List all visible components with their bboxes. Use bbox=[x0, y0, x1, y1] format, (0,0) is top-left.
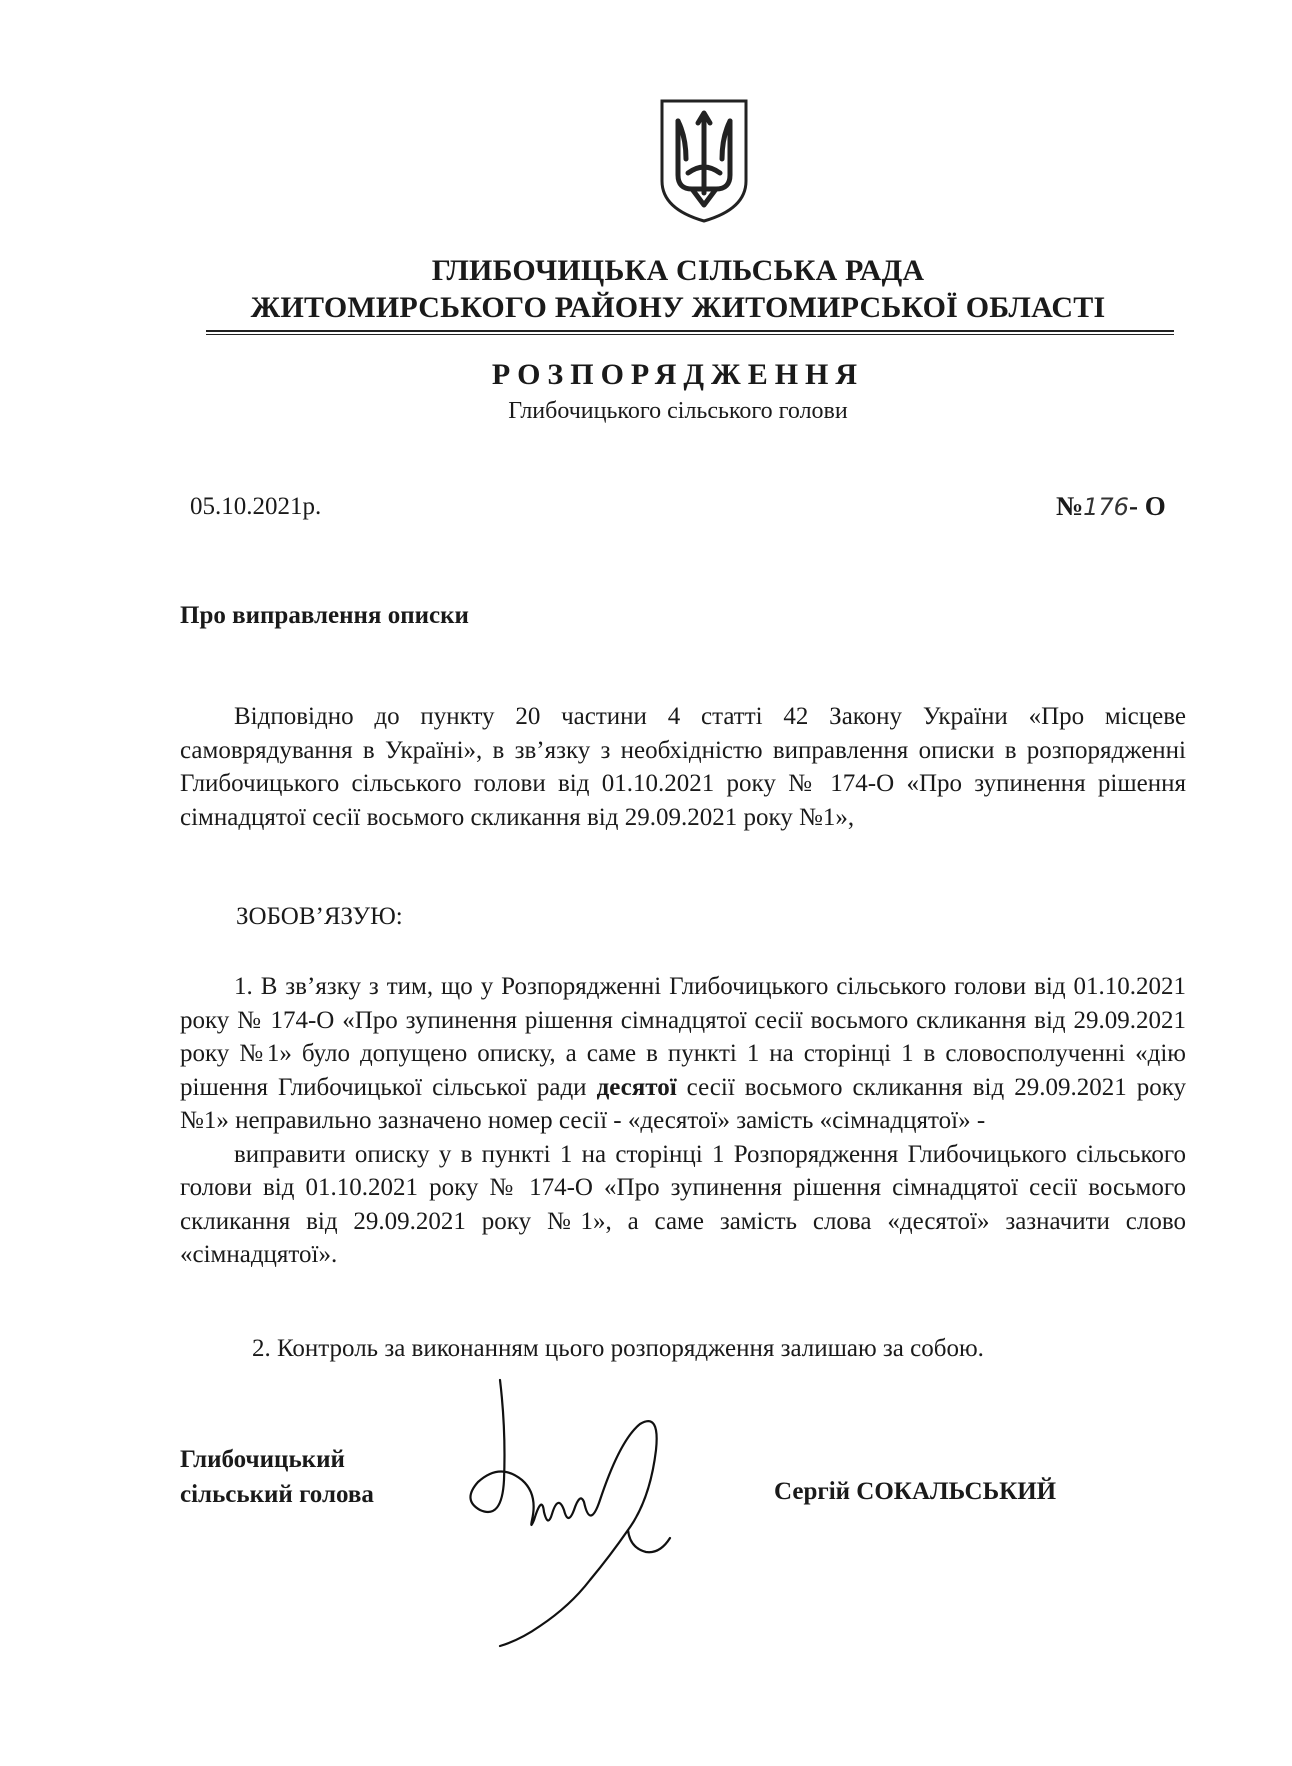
header-divider bbox=[206, 330, 1174, 332]
org-name-line2: ЖИТОМИРСЬКОГО РАЙОНУ ЖИТОМИРСЬКОЇ ОБЛАСТІ bbox=[250, 291, 1106, 324]
item2-control: 2. Контроль за виконанням цього розпорядження залишаю за собою. bbox=[252, 1335, 984, 1362]
org-name-line1: ГЛИБОЧИЦЬКА СІЛЬСЬКА РАДА bbox=[431, 254, 925, 287]
signatory-role-line2: сільський голова bbox=[180, 1481, 374, 1508]
number-handwritten: 176 bbox=[1083, 493, 1129, 521]
trident-coat-of-arms-icon bbox=[658, 97, 750, 225]
handwritten-signature bbox=[460, 1370, 780, 1680]
number-prefix: № bbox=[1056, 491, 1084, 521]
item1-block bbox=[180, 970, 1186, 1272]
header-divider-thin bbox=[206, 334, 1174, 335]
signatory-role-line1: Глибочицький bbox=[180, 1446, 345, 1473]
item1-part-a: 1. В зв’язку з тим, що у Розпорядженні Глибочицького сільського голови від 01.10.2021 року № 174-О «Про зупинення рішення сімнадцятої сесії восьмого скликання від 29.09.2021 року №1» було допущено описку, а саме в пункті 1 на сторінці 1 в словосполученні «дію рішення Глибочицької сільської ради bbox=[180, 973, 1186, 1101]
document-subtitle: Глибочицького сільського голови bbox=[508, 398, 848, 424]
preamble-text: Відповідно до пункту 20 частини 4 статті 42 Закону України «Про місцеве самоврядування в Україні», в зв’язку з необхідністю виправлення описки в розпорядженні Глибочицького сільського голови від 01.10.2021 року № 174-О «Про зупинення рішення сімнадцятої сесії восьмого скликання від 29.09.2021 року №1», bbox=[180, 703, 1186, 831]
item1-paragraph bbox=[180, 970, 1186, 1138]
preamble-block bbox=[180, 700, 1186, 834]
item1-part-b: сесії восьмого скликання від 29.09.2021 року №1» неправильно зазначено номер сесії - «десятої» замість «сімнадцятої» - bbox=[180, 1073, 1187, 1134]
document-date: 05.10.2021р. bbox=[190, 493, 322, 520]
resolve-heading: ЗОБОВ’ЯЗУЮ: bbox=[236, 903, 403, 930]
document-subject: Про виправлення описки bbox=[180, 602, 469, 629]
document-number bbox=[1056, 491, 1166, 522]
item1-bold-word: десятої bbox=[596, 1073, 677, 1101]
document-title: РОЗПОРЯДЖЕННЯ bbox=[491, 358, 865, 391]
signatory-role bbox=[180, 1442, 374, 1512]
number-suffix: - О bbox=[1128, 491, 1166, 521]
signatory-name: Сергій СОКАЛЬСЬКИЙ bbox=[774, 1478, 1057, 1505]
item1-correction: виправити описку у в пункті 1 на сторінці 1 Розпорядження Глибочицького сільського голови від 01.10.2021 року № 174-О «Про зупинення рішення сімнадцятої сесії восьмого скликання від 29.09.2021 року №1», а саме замість слова «десятої» зазначити слово «сімнадцятої». bbox=[180, 1140, 1186, 1268]
